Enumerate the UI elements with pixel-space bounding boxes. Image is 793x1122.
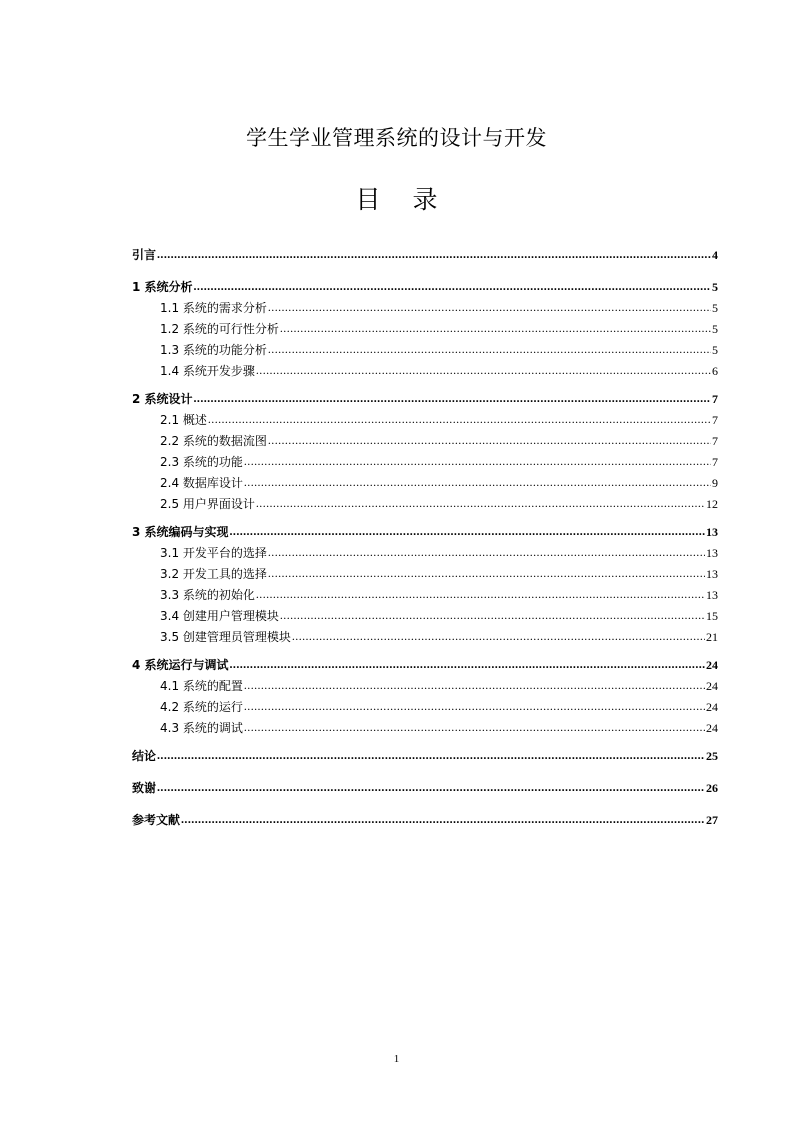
toc-entry-1-3[interactable] [132,341,718,362]
toc-entry-label: 1 系统分析 [132,280,193,294]
toc-entry-page: 7 [712,455,718,469]
toc-entry-page: 15 [706,609,718,623]
toc-entry-page: 27 [706,813,718,827]
toc-leader-dots [244,475,711,490]
toc-entry-label: 2.3 系统的功能 [160,455,243,469]
toc-entry-chapter-2[interactable] [132,390,718,411]
toc-entry-references[interactable] [132,811,718,832]
toc-entry-1-2[interactable] [132,320,718,341]
toc-leader-dots [244,454,711,469]
toc-entry-introduction[interactable] [132,246,718,267]
toc-entry-label: 引言 [132,248,157,262]
toc-entry-page: 7 [712,392,718,406]
toc-entry-label: 4 系统运行与调试 [132,658,229,672]
toc-entry-4-1[interactable] [132,677,718,698]
toc-entry-label: 1.2 系统的可行性分析 [160,322,279,336]
toc-entry-page: 24 [706,721,718,735]
toc-entry-page: 5 [712,301,718,315]
toc-entry-page: 21 [706,630,718,644]
toc-entry-page: 5 [712,322,718,336]
toc-leader-dots [194,391,711,406]
toc-entry-3-4[interactable] [132,607,718,628]
toc-leader-dots [256,587,705,602]
toc-leader-dots [268,566,705,581]
toc-entry-page: 5 [712,280,718,294]
toc-leader-dots [157,780,705,795]
toc-entry-label: 4.1 系统的配置 [160,679,243,693]
page-number: 1 [393,1053,400,1065]
table-of-contents [132,246,718,832]
toc-entry-2-5[interactable] [132,495,718,516]
toc-entry-page: 13 [706,588,718,602]
toc-leader-dots [157,748,705,763]
toc-leader-dots [181,812,705,827]
toc-entry-3-2[interactable] [132,565,718,586]
toc-entry-label: 1.4 系统开发步骤 [160,364,255,378]
toc-entry-page: 26 [706,781,718,795]
toc-entry-2-2[interactable] [132,432,718,453]
toc-heading: 目 录 [355,185,450,214]
toc-entry-label: 3.5 创建管理员管理模块 [160,630,291,644]
toc-entry-4-2[interactable] [132,698,718,719]
toc-entry-2-1[interactable] [132,411,718,432]
toc-entry-label: 4.3 系统的调试 [160,721,243,735]
toc-entry-label: 3 系统编码与实现 [132,525,229,539]
toc-entry-label: 4.2 系统的运行 [160,700,243,714]
toc-entry-3-5[interactable] [132,628,718,649]
toc-leader-dots [268,433,711,448]
toc-entry-chapter-3[interactable] [132,523,718,544]
toc-entry-1-1[interactable] [132,299,718,320]
toc-entry-page: 13 [706,567,718,581]
toc-entry-conclusion[interactable] [132,747,718,768]
toc-entry-page: 24 [706,679,718,693]
toc-leader-dots [194,279,711,294]
toc-entry-page: 7 [712,413,718,427]
toc-entry-page: 13 [706,546,718,560]
toc-entry-page: 12 [706,497,718,511]
toc-leader-dots [157,247,711,262]
toc-entry-page: 13 [706,525,718,539]
toc-entry-chapter-1[interactable] [132,278,718,299]
toc-entry-label: 致谢 [132,781,157,795]
toc-leader-dots [280,608,705,623]
toc-entry-label: 2.4 数据库设计 [160,476,243,490]
toc-leader-dots [208,412,711,427]
toc-leader-dots [230,657,705,672]
toc-leader-dots [280,321,711,336]
toc-entry-1-4[interactable] [132,362,718,383]
toc-entry-acknowledgements[interactable] [132,779,718,800]
toc-leader-dots [292,629,705,644]
toc-entry-label: 参考文献 [132,813,181,827]
toc-leader-dots [244,678,705,693]
toc-leader-dots [268,545,705,560]
toc-entry-label: 2 系统设计 [132,392,193,406]
toc-entry-label: 3.3 系统的初始化 [160,588,255,602]
toc-entry-label: 1.1 系统的需求分析 [160,301,267,315]
toc-entry-page: 7 [712,434,718,448]
document-title: 学生学业管理系统的设计与开发 [246,126,547,150]
toc-entry-page: 4 [712,248,718,262]
toc-entry-4-3[interactable] [132,719,718,740]
toc-entry-label: 结论 [132,749,157,763]
toc-entry-label: 2.2 系统的数据流图 [160,434,267,448]
toc-entry-label: 1.3 系统的功能分析 [160,343,267,357]
toc-entry-label: 3.2 开发工具的选择 [160,567,267,581]
toc-entry-page: 5 [712,343,718,357]
toc-entry-label: 3.4 创建用户管理模块 [160,609,279,623]
toc-leader-dots [256,363,711,378]
toc-leader-dots [230,524,705,539]
toc-leader-dots [244,720,705,735]
toc-entry-page: 24 [706,700,718,714]
toc-entry-page: 9 [712,476,718,490]
toc-leader-dots [256,496,705,511]
toc-entry-2-3[interactable] [132,453,718,474]
toc-entry-page: 6 [712,364,718,378]
toc-entry-2-4[interactable] [132,474,718,495]
toc-entry-3-3[interactable] [132,586,718,607]
toc-entry-chapter-4[interactable] [132,656,718,677]
toc-leader-dots [268,342,711,357]
toc-entry-label: 3.1 开发平台的选择 [160,546,267,560]
toc-entry-label: 2.1 概述 [160,413,207,427]
toc-entry-3-1[interactable] [132,544,718,565]
toc-entry-page: 25 [706,749,718,763]
toc-entry-page: 24 [706,658,718,672]
toc-entry-label: 2.5 用户界面设计 [160,497,255,511]
toc-leader-dots [268,300,711,315]
toc-leader-dots [244,699,705,714]
